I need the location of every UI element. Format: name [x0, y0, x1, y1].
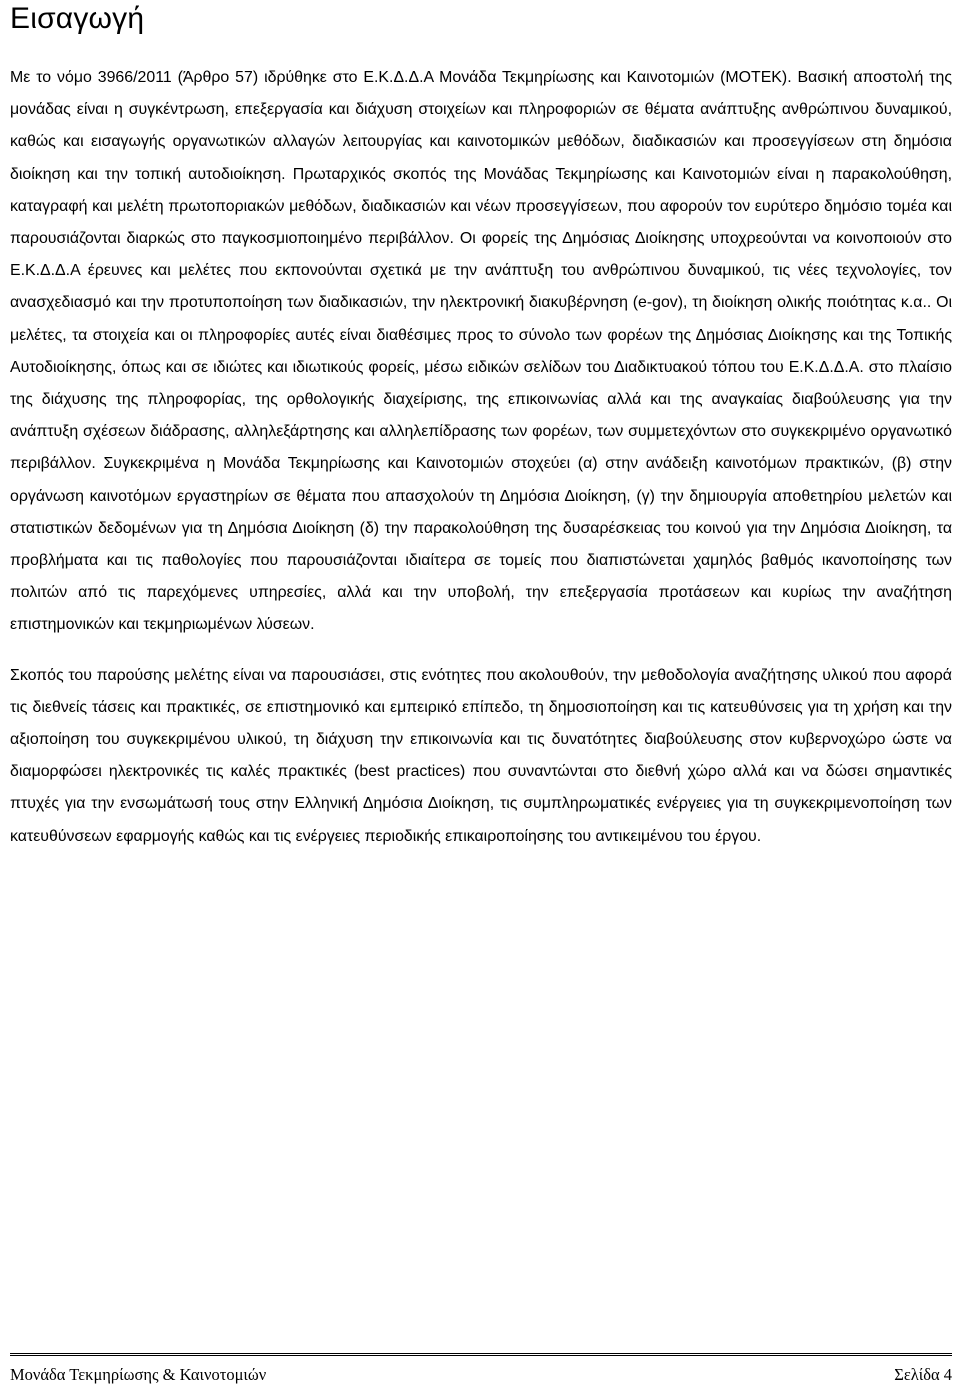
page-title: Εισαγωγή — [10, 2, 145, 35]
document-page — [10, 0, 952, 853]
purpose-paragraph: Σκοπός του παρούσης μελέτης είναι να παρουσιάσει, στις ενότητες που ακολουθούν, την μεθοδολογία αναζήτησης υλικού που αφορά τις διεθνείς τάσεις και πρακτικές, σε επιστημονικό και εμπειρικό επίπεδο, τη δημοσιοποίηση και τις κατευθύνσεις για τη χρήση και την αξιοποίηση του συγκεκριμένου υλικού, τη διάχυση την επικοινωνία και τις δυνατότητες διαβούλευσης στον κυβερνοχώρο ώστε να διαμορφώσει ηλεκτρονικές τις καλές πρακτικές (best practices) που συναντώνται στο διεθνή χώρο αλλά και να δώσει σημαντικές πτυχές για την ενσωμάτωσή τους στην Ελληνική Δημόσια Διοίκηση, τις συμπληρωματικές ενέργειες για τη συγκεκριμενοποίηση των κατευθύνσεων εφαρμογής καθώς και τις ενέργειες περιοδικής επικαιροποίησης του αντικειμένου του έργου. — [10, 666, 952, 845]
page-footer — [10, 1353, 952, 1385]
footer-page-number: Σελίδα 4 — [894, 1365, 952, 1384]
intro-paragraph: Με το νόμο 3966/2011 (Άρθρο 57) ιδρύθηκε στο Ε.Κ.Δ.Δ.Α Μονάδα Τεκμηρίωσης και Καινοτομιών (ΜΟΤΕΚ). Βασική αποστολή της μονάδας είναι η συγκέντρωση, επεξεργασία και διάχυση στοιχείων και πληροφοριών σε θέματα ανάπτυξης ανθρώπινου δυναμικού, καθώς και εισαγωγής οργανωτικών αλλαγών λειτουργίας και καινοτομικών μεθόδων, διαδικασιών και προσεγγίσεων στη δημόσια διοίκηση και την τοπική αυτοδιοίκηση. Πρωταρχικός σκοπός της Μονάδας Τεκμηρίωσης και Καινοτομιών είναι η παρακολούθηση, καταγραφή και μελέτη πρωτοποριακών μεθόδων, διαδικασιών και νέων προσεγγίσεων, που αφορούν τον ευρύτερο δημόσιο τομέα και παρουσιάζονται διαρκώς στο παγκοσμιοποιημένο περιβάλλον. Οι φορείς της Δημόσιας Διοίκησης υποχρεούνται να κοινοποιούν στο Ε.Κ.Δ.Δ.Α έρευνες και μελέτες που εκπονούνται σχετικά με την ανάπτυξη του ανθρώπινου δυναμικού, τις νέες τεχνολογίες, τον ανασχεδιασμό και την προτυποποίηση των διαδικασιών, την ηλεκτρονική διακυβέρνηση (e-gov), τη διοίκηση ολικής ποιότητας κ.α.. Οι μελέτες, τα στοιχεία και οι πληροφορίες αυτές είναι διαθέσιμες προς το σύνολο των φορέων της Δημόσιας Διοίκησης και της Τοπικής Αυτοδιοίκησης, όπως και σε ιδιώτες και ιδιωτικούς φορείς, μέσω ειδικών σελίδων του Διαδικτυακού τόπου του Ε.Κ.Δ.Δ.Α. στο πλαίσιο της διάχυσης της πληροφορίας, της ορθολογικής διαχείρισης, της επικοινωνίας αλλά και της αναγκαίας διαβούλευσης για την ανάπτυξη σχέσεων διάδρασης, αλληλεξάρτησης και αλληλεπίδρασης των φορέων, των συμμετεχόντων στο συγκεκριμένο οργανωτικό περιβάλλον. Συγκεκριμένα η Μονάδα Τεκμηρίωσης και Καινοτομιών στοχεύει (α) στην ανάδειξη καινοτόμων πρακτικών, (β) στην οργάνωση καινοτόμων εργαστηρίων σε θέματα που απασχολούν τη Δημόσια Διοίκηση, (γ) την δημιουργία αποθετηρίου μελετών και στατιστικών δεδομένων για τη Δημόσια Διοίκηση (δ) την παρακολούθηση της δυσαρέσκειας του κοινού για την Δημόσια Διοίκηση, τα προβλήματα και τις παθολογίες που παρουσιάζονται ιδιαίτερα σε τομείς που διαπιστώνεται χαμηλός βαθμός ικανοποίησης των πολιτών από τις παρεχόμενες υπηρεσίες, αλλά και την υποβολή, την επεξεργασία προτάσεων και κυρίως την αναζήτηση επιστημονικών και τεκμηριωμένων λύσεων. — [10, 69, 952, 634]
footer-unit-name: Μονάδα Τεκμηρίωσης & Καινοτομιών — [10, 1365, 267, 1384]
